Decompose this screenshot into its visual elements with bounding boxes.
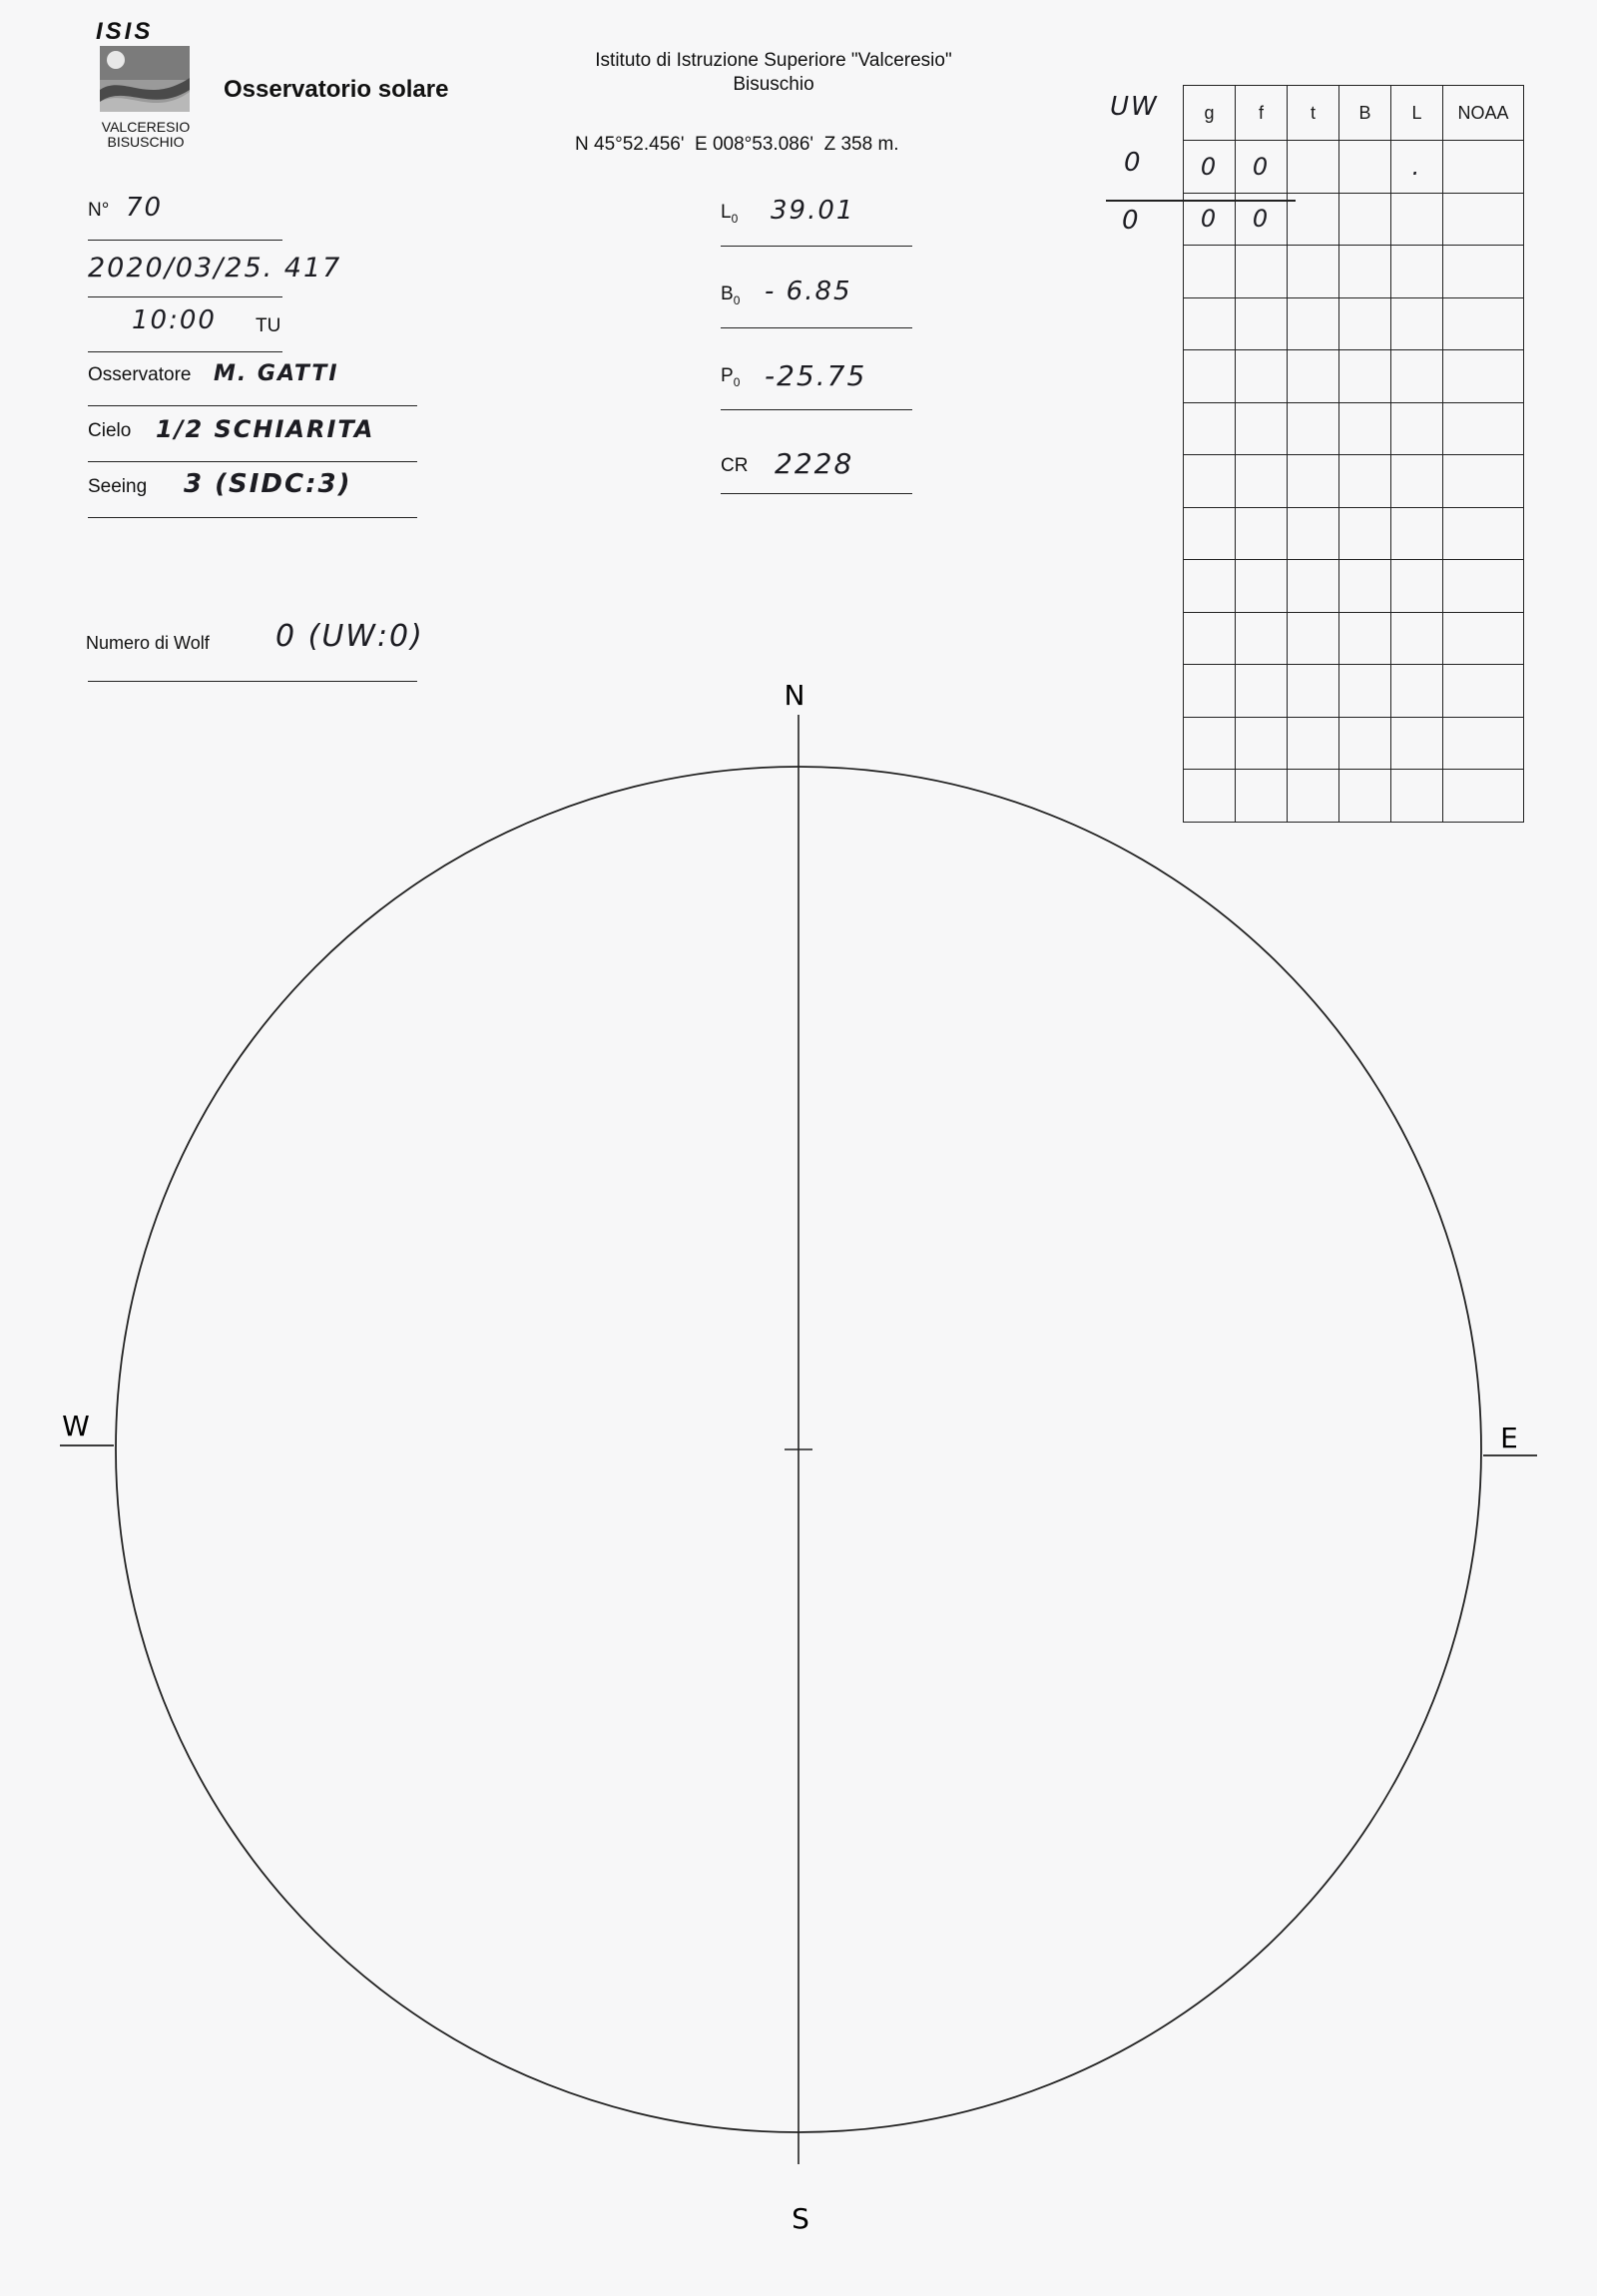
observer-value: M. GATTI [214, 361, 339, 386]
sky-value: 1/2 SCHIARITA [156, 415, 375, 443]
logo-caption-line2: BISUSCHIO [107, 134, 185, 150]
time-unit: TU [256, 315, 281, 336]
wolf-label: Numero di Wolf [86, 633, 210, 653]
l0-label: $L_0$ [721, 202, 739, 226]
west-label: W [62, 1410, 90, 1442]
table-cell: 0 [1236, 193, 1288, 246]
table-cell: 0 [1184, 193, 1236, 246]
number-value: 70 [126, 193, 164, 223]
table-cell: 0 [1236, 141, 1288, 194]
north-label: N [784, 679, 805, 712]
observatory-coordinates: N 45°52.456' E 008°53.086' Z 358 m. [575, 134, 899, 155]
b0-label: $B_0$ [721, 284, 741, 307]
p0-value: -25.75 [765, 359, 867, 392]
header-g: g [1184, 86, 1236, 141]
table-cell: 0 [1184, 141, 1236, 194]
uw-label: UW [1110, 92, 1159, 122]
uw-value-2: 0 [1122, 206, 1141, 236]
logo-caption-line1: VALCERESIO [101, 119, 191, 135]
logo-wordmark: ISIS [96, 18, 154, 45]
east-label: E [1500, 1422, 1518, 1454]
uw-value-1: 0 [1124, 148, 1143, 178]
observer-label: Osservatore [88, 364, 192, 385]
cr-value: 2228 [775, 447, 854, 480]
seeing-value: 3 (SIDC:3) [184, 469, 352, 499]
number-label: N° [88, 200, 110, 221]
p0-label: $P_0$ [721, 365, 741, 389]
institute-town: Bisuschio [733, 74, 814, 95]
header-l: L [1391, 86, 1443, 141]
seeing-label: Seeing [88, 476, 148, 497]
wolf-value: 0 (UW:0) [275, 619, 424, 654]
header-f: f [1236, 86, 1288, 141]
l0-value: 39.01 [771, 196, 855, 226]
header-noaa: NOAA [1443, 86, 1524, 141]
cr-label: CR [721, 455, 749, 476]
date-value: 2020/03/25. 417 [88, 253, 342, 284]
sky-label: Cielo [88, 420, 132, 441]
table-cell: . [1391, 141, 1443, 194]
institute-name: Istituto di Istruzione Superiore "Valceresio" [595, 50, 952, 71]
header-b: B [1339, 86, 1391, 141]
b0-value: - 6.85 [765, 277, 852, 306]
header-t: t [1288, 86, 1339, 141]
south-label: S [792, 2202, 809, 2235]
page-title: Osservatorio solare [224, 76, 449, 103]
time-value: 10:00 [132, 305, 217, 335]
